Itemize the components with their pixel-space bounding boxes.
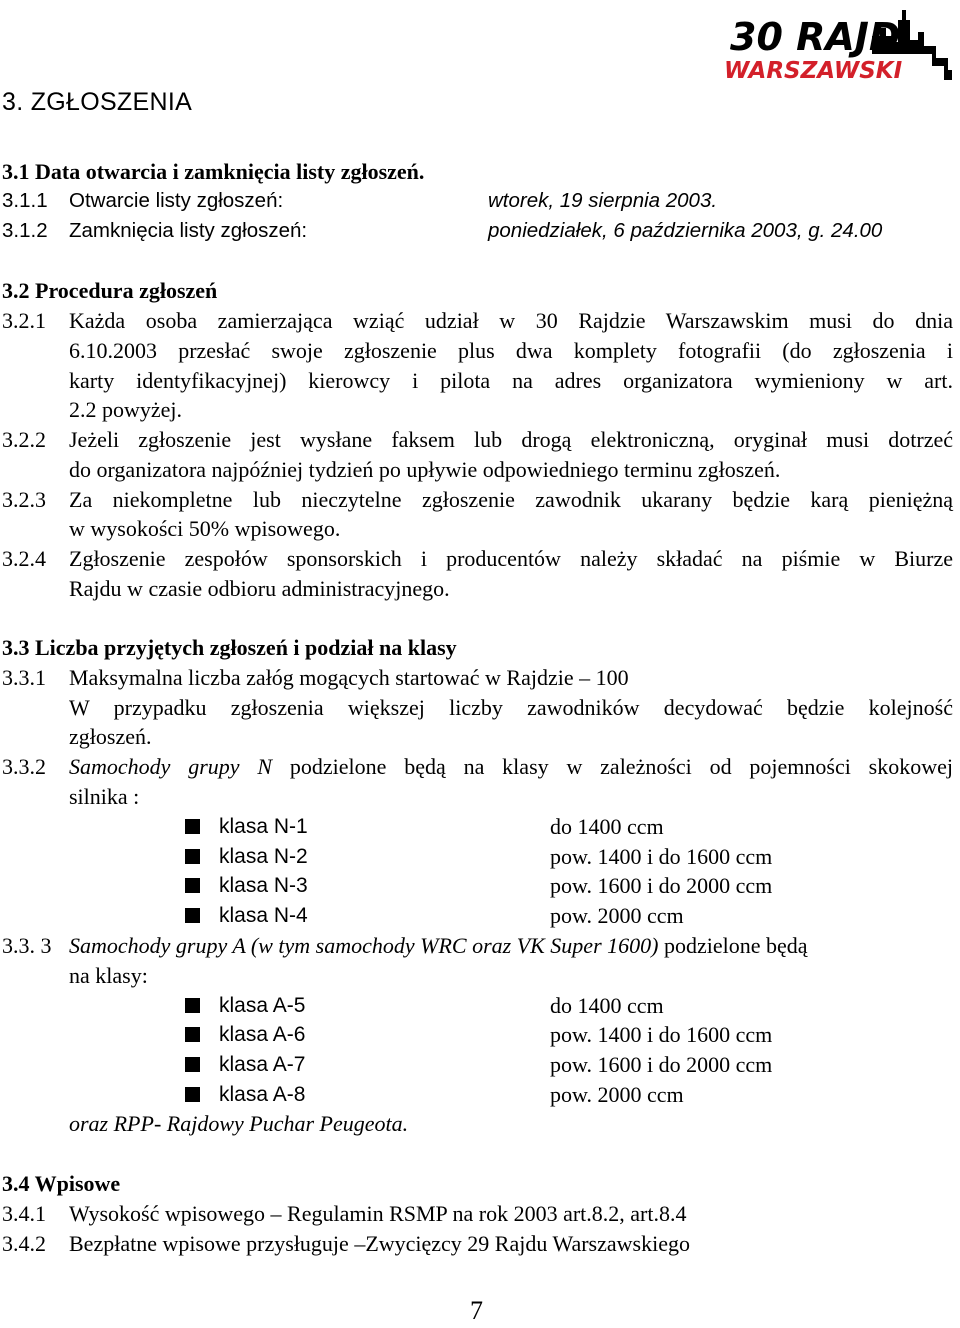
group-n-label: Samochody grupy N xyxy=(69,754,273,779)
item-number: 3.4.1 xyxy=(2,1201,46,1226)
para-line: 2.2 powyżej. xyxy=(69,397,183,422)
item-value: poniedziałek, 6 października 2003, g. 24.00 xyxy=(488,219,883,242)
item-number: 3.3.2 xyxy=(2,754,46,779)
group-n-rest: podzielone będą na klasy w zależności od pojemności skokowej xyxy=(272,754,953,779)
logo-line1: 30 RAJD xyxy=(730,15,901,59)
item-number: 3.1.2 xyxy=(2,219,48,242)
para-line: Za niekompletne lub nieczytelne zgłoszenie zawodnik ukarany będzie karą pieniężną xyxy=(69,487,953,512)
para-line: w wysokości 50% wpisowego. xyxy=(69,516,341,541)
bullet-icon xyxy=(185,998,200,1013)
item-number: 3.2.1 xyxy=(2,308,46,333)
bullet-icon xyxy=(185,1087,200,1102)
item-number: 3.2.3 xyxy=(2,487,46,512)
class-name: klasa N-2 xyxy=(219,845,308,868)
bullet-icon xyxy=(185,908,200,923)
class-name: klasa N-4 xyxy=(219,904,308,927)
para-line: W przypadku zgłoszenia większej liczby zawodników decydować będzie kolejność xyxy=(69,695,953,720)
bullet-icon xyxy=(185,1027,200,1042)
para-line xyxy=(69,752,953,782)
class-name: klasa N-3 xyxy=(219,874,308,897)
para-line: na klasy: xyxy=(69,963,148,988)
para-line: karty identyfikacyjnej) kierowcy i pilota na adres organizatora wymieniony w art. xyxy=(69,368,953,393)
item-label: Otwarcie listy zgłoszeń: xyxy=(69,189,284,212)
item-text: Wysokość wpisowego – Regulamin RSMP na rok 2003 art.8.2, art.8.4 xyxy=(69,1201,687,1226)
para-line: Rajdu w czasie odbioru administracyjnego. xyxy=(69,576,450,601)
bullet-icon xyxy=(185,849,200,864)
class-name: klasa A-5 xyxy=(219,994,306,1017)
item-value: wtorek, 19 sierpnia 2003. xyxy=(488,189,718,212)
section-3-1-title-text: 3.1 Data otwarcia i zamknięcia listy zgłoszeń. xyxy=(2,159,425,184)
class-name: klasa N-1 xyxy=(219,815,308,838)
item-number: 3.2.2 xyxy=(2,427,46,452)
section-3-2-title-text: 3.2 Procedura zgłoszeń xyxy=(2,278,218,303)
para-line: 6.10.2003 przesłać swoje zgłoszenie plus dwa komplety fotografii (do zgłoszenia i xyxy=(69,338,953,363)
class-capacity: do 1400 ccm xyxy=(550,993,664,1018)
page-number: 7 xyxy=(470,1296,483,1325)
class-capacity: pow. 1600 i do 2000 ccm xyxy=(550,1052,773,1077)
para-line: Każda osoba zamierzająca wziąć udział w 30 Rajdzie Warszawskim musi do dnia xyxy=(69,308,953,333)
item-number: 3.3. 3 xyxy=(2,933,52,958)
item-number: 3.3.1 xyxy=(2,665,46,690)
class-name: klasa A-6 xyxy=(219,1023,306,1046)
para-line: zgłoszeń. xyxy=(69,724,152,749)
class-capacity: pow. 1400 i do 1600 ccm xyxy=(550,1022,773,1047)
class-capacity: do 1400 ccm xyxy=(550,814,664,839)
para-line: do organizatora najpóźniej tydzień po upływie odpowiedniego terminu zgłoszeń. xyxy=(69,457,781,482)
para-line: Zgłoszenie zespołów sponsorskich i producentów należy składać na piśmie w Biurze xyxy=(69,546,953,571)
bullet-icon xyxy=(185,819,200,834)
class-capacity: pow. 1600 i do 2000 ccm xyxy=(550,873,773,898)
class-capacity: pow. 1400 i do 1600 ccm xyxy=(550,844,773,869)
rpp-note-text: oraz RPP- Rajdowy Puchar Peugeota. xyxy=(69,1111,409,1136)
item-number: 3.4.2 xyxy=(2,1231,46,1256)
para-line: Maksymalna liczba załóg mogących startować w Rajdzie – 100 xyxy=(69,665,629,690)
item-number: 3.1.1 xyxy=(2,189,48,212)
item-text: Bezpłatne wpisowe przysługuje –Zwycięzcy 29 Rajdu Warszawskiego xyxy=(69,1231,690,1256)
bullet-icon xyxy=(185,1057,200,1072)
bullet-icon xyxy=(185,878,200,893)
class-capacity: pow. 2000 ccm xyxy=(550,903,684,928)
section-3-4-title-text: 3.4 Wpisowe xyxy=(2,1171,121,1196)
para-line: silnika : xyxy=(69,784,140,809)
rally-logo xyxy=(722,6,956,82)
item-number: 3.2.4 xyxy=(2,546,46,571)
para-line xyxy=(69,931,808,961)
group-a-rest: podzielone będą xyxy=(658,933,808,958)
item-label: Zamknięcia listy zgłoszeń: xyxy=(69,219,308,242)
section-heading: 3. ZGŁOSZENIA xyxy=(2,88,193,116)
logo-line2: WARSZAWSKI xyxy=(724,58,903,82)
class-capacity: pow. 2000 ccm xyxy=(550,1082,684,1107)
class-name: klasa A-7 xyxy=(219,1053,306,1076)
group-a-label: Samochody grupy A (w tym samochody WRC oraz VK Super 1600) xyxy=(69,933,659,958)
class-name: klasa A-8 xyxy=(219,1083,306,1106)
para-line: Jeżeli zgłoszenie jest wysłane faksem lub drogą elektroniczną, oryginał musi dotrzeć xyxy=(69,427,953,452)
section-3-3-title-text: 3.3 Liczba przyjętych zgłoszeń i podział na klasy xyxy=(2,635,457,660)
